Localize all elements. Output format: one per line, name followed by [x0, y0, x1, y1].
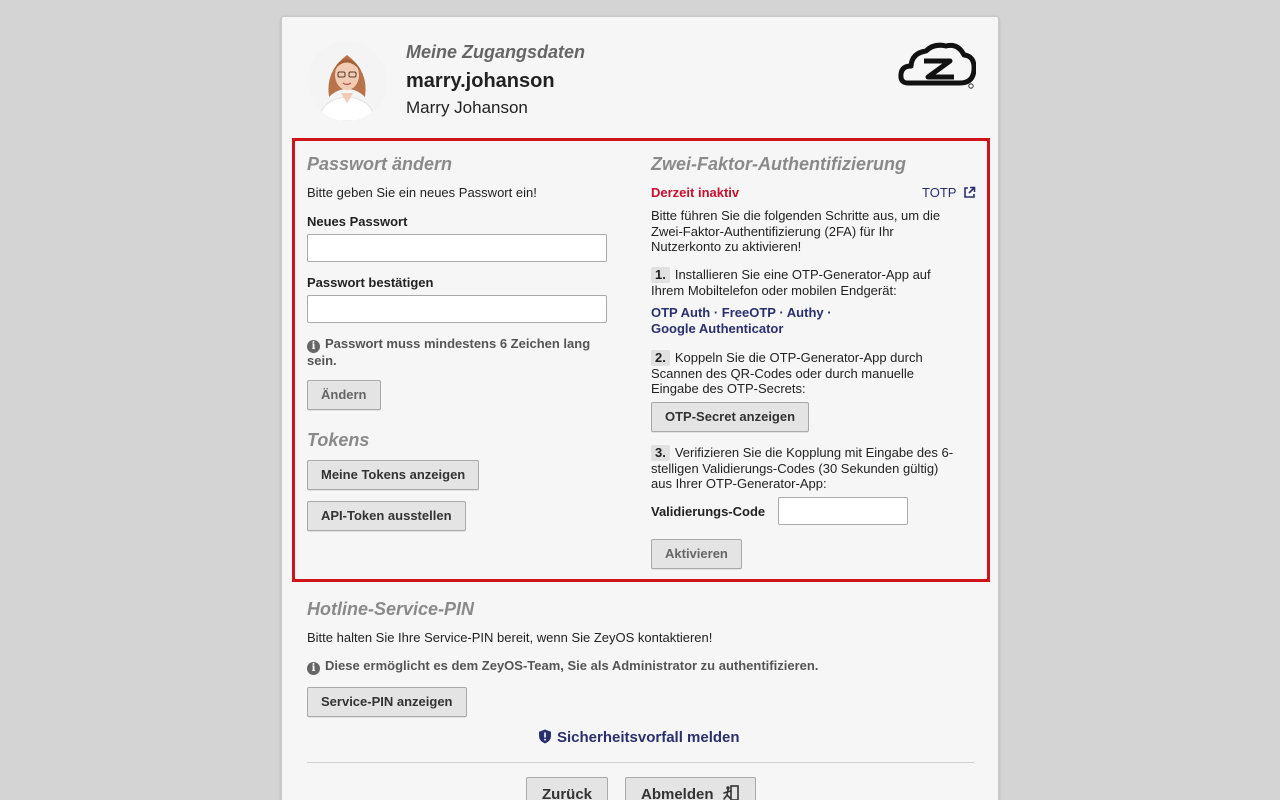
zeyos-cloud-logo-icon	[898, 39, 976, 91]
issue-api-token-button[interactable]: API-Token ausstellen	[307, 501, 466, 531]
twofa-status-badge: Derzeit inaktiv	[651, 185, 740, 200]
twofa-intro-line3: Nutzerkonto zu aktivieren!	[651, 239, 802, 254]
twofa-step-3	[651, 445, 953, 492]
otp-apps-line1[interactable]: OTP Auth · FreeOTP · Authy ·	[651, 305, 832, 320]
info-icon: i	[307, 340, 320, 353]
confirm-password-input[interactable]	[307, 295, 607, 323]
totp-link[interactable]	[922, 185, 976, 200]
hotline-hint	[307, 658, 818, 675]
footer-divider	[307, 762, 974, 763]
security-incident-link[interactable]	[538, 729, 740, 746]
password-hint-line1: Passwort muss mindestens 6 Zeichen lang	[325, 336, 591, 351]
exit-door-icon	[722, 785, 740, 800]
password-hint-line2: sein.	[307, 353, 337, 368]
otp-apps-line2[interactable]: Google Authenticator	[651, 321, 784, 336]
hotline-hint-text: Diese ermöglicht es dem ZeyOS-Team, Sie als Administrator zu authentifizieren.	[325, 658, 819, 673]
user-photo-icon	[307, 41, 387, 121]
twofa-intro-line2: Zwei-Faktor-Authentifizierung (2FA) für Ihr	[651, 223, 894, 239]
twofa-section-title: Zwei-Faktor-Authentifizierung	[651, 154, 906, 174]
hotline-intro: Bitte halten Sie Ihre Service-PIN bereit, wenn Sie ZeyOS kontaktieren!	[307, 630, 713, 645]
new-password-input[interactable]	[307, 234, 607, 262]
new-password-label: Neues Passwort	[307, 214, 408, 229]
password-length-hint	[307, 336, 612, 369]
step-2-line2: Scannen des QR-Codes oder durch manuelle	[651, 365, 915, 381]
password-section-title: Passwort ändern	[307, 154, 453, 174]
step-2-number: 2.	[651, 350, 670, 366]
tokens-section-title: Tokens	[307, 430, 370, 450]
username: marry.johanson	[406, 70, 555, 92]
step-3-line3: aus Ihrer OTP-Generator-App:	[651, 476, 827, 491]
external-link-icon	[963, 186, 976, 199]
twofa-intro-line1: Bitte führen Sie die folgenden Schritte aus, um die	[651, 208, 941, 223]
full-name: Marry Johanson	[406, 98, 528, 117]
shield-alert-icon	[538, 729, 552, 744]
profile-section-title: Meine Zugangsdaten	[406, 42, 586, 62]
show-otp-secret-button[interactable]: OTP-Secret anzeigen	[651, 402, 809, 432]
step-1-line1: Installieren Sie eine OTP-Generator-App auf	[674, 267, 931, 282]
twofa-intro	[651, 208, 940, 255]
totp-link-label: TOTP	[922, 185, 957, 200]
step-1-number: 1.	[651, 267, 670, 283]
step-2-line1: Koppeln Sie die OTP-Generator-App durch	[674, 350, 923, 365]
validation-code-input[interactable]	[778, 497, 908, 525]
logout-label: Abmelden	[641, 786, 714, 800]
security-settings-panel	[292, 138, 990, 582]
password-intro: Bitte geben Sie ein neues Passwort ein!	[307, 185, 537, 200]
info-icon: i	[307, 662, 320, 675]
activate-2fa-button[interactable]: Aktivieren	[651, 539, 742, 569]
step-3-line2: stelligen Validierungs-Codes (30 Sekunden gültig)	[651, 460, 939, 476]
otp-app-links[interactable]	[651, 305, 832, 337]
twofa-step-2	[651, 350, 923, 397]
confirm-password-label: Passwort bestätigen	[307, 275, 434, 290]
step-3-line1: Verifizieren Sie die Kopplung mit Eingabe des 6-	[674, 445, 954, 460]
show-service-pin-button[interactable]: Service-PIN anzeigen	[307, 687, 467, 717]
validation-code-label: Validierungs-Code	[651, 504, 766, 519]
back-button[interactable]: Zurück	[526, 777, 608, 800]
step-3-number: 3.	[651, 445, 670, 461]
account-card	[281, 16, 999, 800]
step-1-line2: Ihrem Mobiltelefon oder mobilen Endgerät:	[651, 282, 897, 298]
logout-button[interactable]	[625, 777, 756, 800]
show-tokens-button[interactable]: Meine Tokens anzeigen	[307, 460, 479, 490]
hotline-section-title: Hotline-Service-PIN	[307, 599, 475, 619]
security-incident-label: Sicherheitsvorfall melden	[557, 729, 740, 746]
step-2-line3: Eingabe des OTP-Secrets:	[651, 381, 806, 396]
avatar	[307, 41, 387, 121]
change-password-button[interactable]: Ändern	[307, 380, 381, 410]
twofa-step-1	[651, 267, 931, 298]
